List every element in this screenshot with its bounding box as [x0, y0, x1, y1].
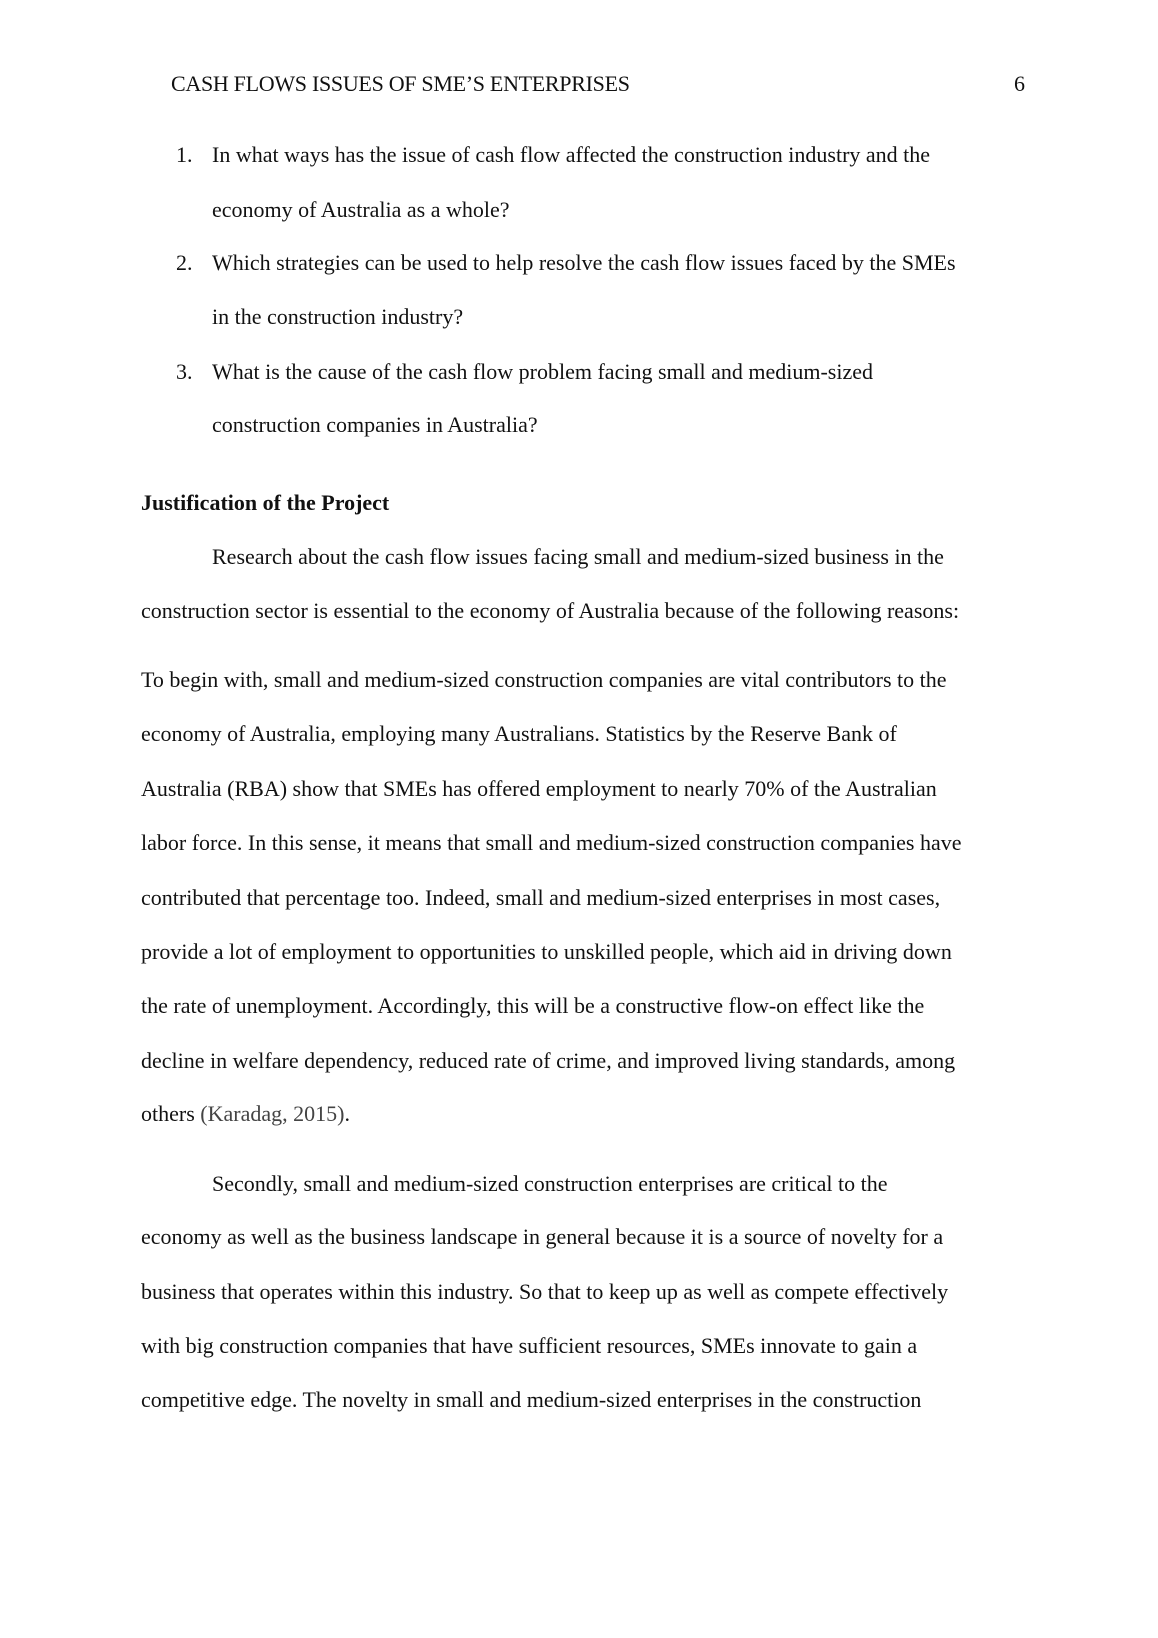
paragraph-line: competitive edge. The novelty in small and medium-sized enterprises in the construction — [141, 1387, 922, 1412]
paragraph-line: decline in welfare dependency, reduced rate of crime, and improved living standards, among — [141, 1048, 956, 1073]
paragraph-line: provide a lot of employment to opportunities to unskilled people, which aid in driving down — [141, 939, 952, 964]
citation: (Karadag, 2015) — [200, 1101, 345, 1126]
list-text-line: What is the cause of the cash flow problem facing small and medium-sized — [212, 359, 874, 384]
paragraph-line: Research about the cash flow issues facing small and medium-sized business in the — [212, 544, 944, 569]
paragraph-text: others — [141, 1101, 201, 1126]
paragraph-text: . — [344, 1101, 350, 1126]
page-number: 6 — [1014, 71, 1025, 96]
paragraph-line: economy of Australia, employing many Australians. Statistics by the Reserve Bank of — [141, 721, 897, 746]
list-number: 3. — [176, 359, 193, 384]
list-number: 2. — [176, 250, 193, 275]
list-text-line: Which strategies can be used to help resolve the cash flow issues faced by the SMEs — [212, 250, 956, 275]
list-number: 1. — [176, 142, 193, 167]
paragraph-line: with big construction companies that have sufficient resources, SMEs innovate to gain a — [141, 1333, 918, 1358]
paragraph-line: contributed that percentage too. Indeed, small and medium-sized enterprises in most cases, — [141, 885, 941, 910]
paragraph-line — [141, 1101, 350, 1127]
paragraph-line: business that operates within this industry. So that to keep up as well as compete effectively — [141, 1279, 949, 1304]
list-text-line: construction companies in Australia? — [212, 412, 538, 437]
paragraph-line: labor force. In this sense, it means that small and medium-sized construction companies have — [141, 830, 962, 855]
paragraph-line: Secondly, small and medium-sized construction enterprises are critical to the — [212, 1171, 888, 1196]
paragraph-line: economy as well as the business landscape in general because it is a source of novelty for a — [141, 1224, 944, 1249]
paragraph-line: To begin with, small and medium-sized construction companies are vital contributors to the — [141, 667, 947, 692]
header-title: CASH FLOWS ISSUES OF SME’S ENTERPRISES — [171, 71, 630, 96]
list-text-line: economy of Australia as a whole? — [212, 197, 510, 222]
paragraph-line: the rate of unemployment. Accordingly, this will be a constructive flow-on effect like the — [141, 993, 925, 1018]
paragraph-line: Australia (RBA) show that SMEs has offered employment to nearly 70% of the Australian — [141, 776, 937, 801]
paragraph-line: construction sector is essential to the economy of Australia because of the following reasons: — [141, 598, 960, 623]
section-heading: Justification of the Project — [141, 490, 390, 515]
list-text-line: In what ways has the issue of cash flow affected the construction industry and the — [212, 142, 931, 167]
list-text-line: in the construction industry? — [212, 304, 464, 329]
